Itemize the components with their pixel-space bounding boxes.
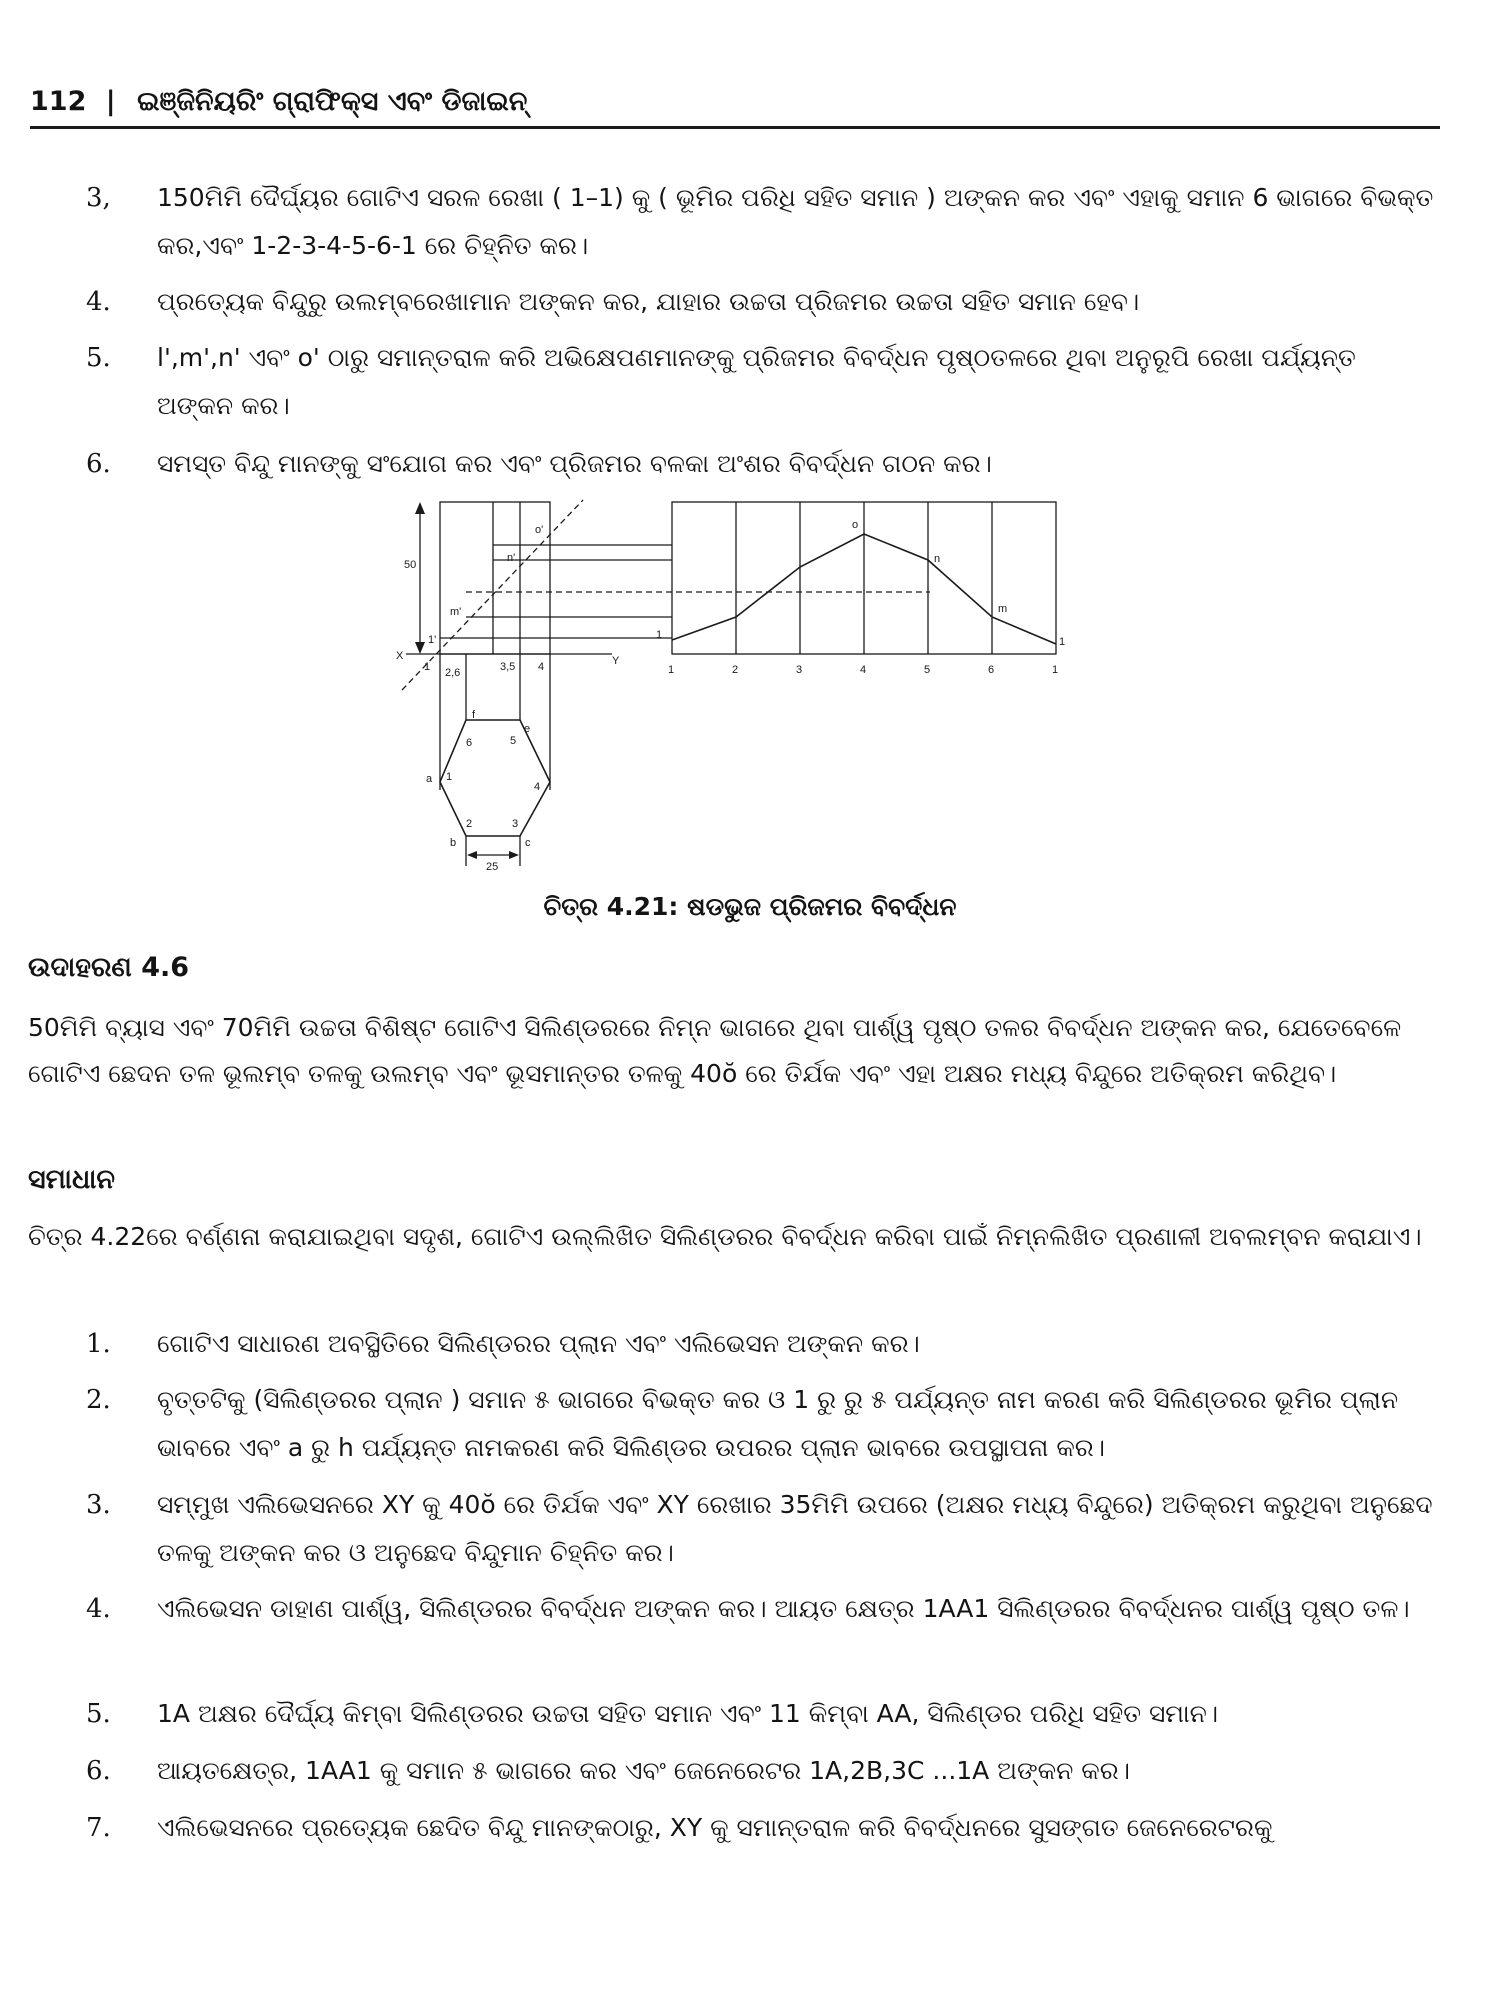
development-base-label: 1 (668, 664, 675, 676)
development-base-label: 1 (1052, 664, 1059, 676)
plan-point-b: b (450, 837, 457, 849)
side-dimension-label: 25 (486, 861, 499, 870)
plan-point-4: 4 (534, 781, 541, 793)
figure-caption-text: ଷଡଭୁଜ ପ୍ରିଜମର ବିବର୍ଦ୍ଧନ (687, 892, 957, 921)
arrow-down-icon (415, 642, 425, 654)
solution-heading: ସମାଧାନ (28, 1164, 115, 1195)
development-base-label: 6 (988, 664, 995, 676)
step-text: ସମ୍ମୁଖ ଏଲିଭେସନରେ XY କୁ 40ŏ ରେ ତିର୍ଯକ ଏବଂ XY ରେଖାର 35ମିମି ଉପରେ (ଅକ୍ଷର ମଧ୍ୟ ବିନ୍ଦୁରେ) ଅତିକ୍ରମ କରୁଥିବା ଅନୁଛେଦ ତଳକୁ ଅଙ୍କନ କର ଓ ଅନୁଛେଦ ବିନ୍ଦୁମାନ ଚିହ୍ନିତ କର। (157, 1490, 1433, 1567)
step-number: 4. (86, 1594, 111, 1624)
plan-point-c: c (525, 837, 531, 849)
step-number: 6. (86, 449, 111, 479)
step-number: 6. (86, 1756, 111, 1786)
step-text: 150ମିମି ଦୈର୍ଘ୍ୟର ଗୋଟିଏ ସରଳ ରେଖା ( 1–1) କୁ ( ଭୂମିର ପରିଧି ସହିତ ସମାନ ) ଅଙ୍କନ କର ଏବଂ ଏହାକୁ ସମାନ 6 ଭାଗରେ ବିଭକ୍ତ କର,ଏବଂ 1-2-3-4-5-6-1 ରେ ଚିହ୍ନିତ କର। (157, 183, 1434, 260)
m-prime-label: m' (450, 606, 462, 618)
example-heading: ଉଦାହରଣ 4.6 (28, 952, 190, 983)
step-text: ଗୋଟିଏ ସାଧାରଣ ଅବସ୍ଥିତିରେ ସିଲିଣ୍ଡରର ପ୍ଲାନ ଏବଂ ଏଲିଭେସନ ଅଙ୍କନ କର। (157, 1329, 920, 1358)
header-separator: | (105, 86, 116, 117)
page-number: 112 (30, 86, 87, 117)
xy-point-1: 1 (424, 661, 431, 673)
figure-hexagonal-prism-development (380, 490, 1080, 870)
xy-point-3-5: 3,5 (500, 661, 516, 673)
step-text: ଏଲିଭେସନ ଡାହାଣ ପାର୍ଶ୍ୱ, ସିଲିଣ୍ଡରର ବିବର୍ଦ୍ଧନ ଅଙ୍କନ କର। ଆୟତ କ୍ଷେତ୍ର 1AA1 ସିଲିଣ୍ଡରର ବିବର୍ଦ୍ଧନର ପାର୍ଶ୍ୱ ପୃଷ୍ଠ ତଳ। (157, 1594, 1410, 1623)
example-problem: 50ମିମି ବ୍ୟାସ ଏବଂ 70ମିମି ଉଚ୍ଚତା ବିଶିଷ୍ଟ ଗୋଟିଏ ସିଲିଣ୍ଡରରେ ନିମ୍ନ ଭାଗରେ ଥିବା ପାର୍ଶ୍ୱ ପୃଷ୍ଠ ତଳର ବିବର୍ଦ୍ଧନ ଅଙ୍କନ କର, ଯେତେବେଳେ ଗୋଟିଏ ଛେଦନ ତଳ ଭୂଲମ୍ବ ତଳକୁ ଉଲମ୍ବ ଏବଂ ଭୂସମାନ୍ତର ତଳକୁ 40ŏ ରେ ତିର୍ଯକ ଏବଂ ଏହା ଅକ୍ଷର ମଧ୍ୟ ବିନ୍ଦୁରେ ଅତିକ୍ରମ କରିଥିବ। (28, 1013, 1402, 1088)
plan-point-f: f (472, 709, 476, 721)
solution-intro: ଚିତ୍ର 4.22ରେ ବର୍ଣ୍ଣନା କରାଯାଇଥିବା ସଦୃଶ, ଗୋଟିଏ ଉଲ୍ଲିଖିତ ସିଲିଣ୍ଡରର ବିବର୍ଦ୍ଧନ କରିବା ପାଇଁ ନିମ୍ନଲିଖିତ ପ୍ରଣାଳୀ ଅବଲମ୍ବନ କରାଯାଏ। (28, 1222, 1422, 1251)
xy-point-4: 4 (538, 661, 545, 673)
step-text: 1A ଅକ୍ଷର ଦୈର୍ଘ୍ୟ କିମ୍ବା ସିଲିଣ୍ଡରର ଉଚ୍ଚତା ସହିତ ସମାନ ଏବଂ 11 କିମ୍ବା AA, ସିଲିଣ୍ଡର ପରିଧି ସହିତ ସମାନ। (157, 1699, 1219, 1728)
development-base-label: 5 (924, 664, 931, 676)
step-number: 3. (86, 1490, 111, 1520)
figure-caption-label: ଚିତ୍ର 4.21: (543, 892, 679, 921)
development-base-label: 4 (860, 664, 867, 676)
plan-point-6: 6 (466, 737, 473, 749)
step-number: 7. (86, 1813, 111, 1843)
development-point-n: n (934, 553, 941, 565)
o-prime-label: o' (535, 524, 544, 536)
plan-hexagon (440, 720, 550, 836)
step-text: ପ୍ରତ୍ୟେକ ବିନ୍ଦୁରୁ ଉଲମ୍ବରେଖାମାନ ଅଙ୍କନ କର, ଯାହାର ଉଚ୍ଚତା ପ୍ରିଜମର ଉଚ୍ଚତା ସହିତ ସମାନ ହେବ। (157, 287, 1140, 316)
running-header (30, 82, 1440, 129)
step-number: 4. (86, 287, 111, 317)
plan-point-3: 3 (512, 818, 519, 830)
plan-point-e: e (524, 723, 531, 735)
arrow-left-icon (467, 851, 477, 859)
arrow-up-icon (415, 502, 425, 514)
step-number: 1. (86, 1329, 111, 1359)
step-number: 5. (86, 343, 111, 373)
development-base-label: 3 (796, 664, 803, 676)
figure-caption (0, 887, 1500, 927)
step-text: ଆୟତକ୍ଷେତ୍ର, 1AA1 କୁ ସମାନ ୫ ଭାଗରେ କର ଏବଂ ଜେନେରେଟର 1A,2B,3C ...1A ଅଙ୍କନ କର। (157, 1756, 1130, 1785)
xy-point-2-6: 2,6 (445, 667, 461, 679)
plan-point-5: 5 (510, 735, 517, 747)
development-point-o: o (852, 519, 859, 531)
arrow-right-icon (509, 851, 519, 859)
development-left-1: 1 (656, 629, 663, 641)
step-text: ସମସ୍ତ ବିନ୍ଦୁ ମାନଙ୍କୁ ସଂଯୋଗ କର ଏବଂ ପ୍ରିଜମର ବଳକା ଅଂଶର ବିବର୍ଦ୍ଧନ ଗଠନ କର। (157, 449, 992, 478)
step-text: ଏଲିଭେସନରେ ପ୍ରତ୍ୟେକ ଛେଦିତ ବିନ୍ଦୁ ମାନଙ୍କଠାରୁ, XY କୁ ସମାନ୍ତରାଳ କରି ବିବର୍ଦ୍ଧନରେ ସୁସଙ୍ଗତ ଜେନେରେଟରକୁ (157, 1813, 1273, 1842)
l-prime-label: 1' (428, 634, 437, 646)
x-label: X (396, 650, 404, 662)
plan-point-1: 1 (446, 771, 453, 783)
step-text: ବୃତ୍ତଟିକୁ (ସିଲିଣ୍ଡରର ପ୍ଲାନ ) ସମାନ ୫ ଭାଗରେ ବିଭକ୍ତ କର ଓ 1 ରୁ ରୁ ୫ ପର୍ଯ୍ୟନ୍ତ ନାମ କରଣ କରି ସିଲିଣ୍ଡରର ଭୂମିର ପ୍ଲାନ ଭାବରେ ଏବଂ a ରୁ h ପର୍ଯ୍ୟନ୍ତ ନାମକରଣ କରି ସିଲିଣ୍ଡର ଉପରର ପ୍ଲାନ ଭାବରେ ଉପସ୍ଥାପନା କର। (157, 1385, 1399, 1462)
book-title: ଇଞ୍ଜିନିୟରିଂ ଗ୍ରାଫିକ୍ସ ଏବଂ ଡିଜାଇନ୍ (137, 86, 528, 117)
step-text: l',m',n' ଏବଂ o' ଠାରୁ ସମାନ୍ତରାଳ କରି ଅଭିକ୍ଷେପଣମାନଙ୍କୁ ପ୍ରିଜମର ବିବର୍ଦ୍ଧନ ପୃଷ୍ଠତଳରେ ଥିବା ଅନୁରୂପି ରେଖା ପର୍ଯ୍ୟନ୍ତ ଅଙ୍କନ କର। (157, 343, 1356, 420)
step-number: 3, (86, 183, 111, 213)
n-prime-label: n' (507, 552, 516, 564)
development-right-1: 1 (1059, 636, 1066, 648)
height-dimension-label: 50 (404, 559, 417, 571)
plan-point-2: 2 (466, 818, 473, 830)
step-number: 5. (86, 1699, 111, 1729)
y-label: Y (612, 655, 620, 667)
plan-point-a: a (426, 773, 433, 785)
step-number: 2. (86, 1385, 111, 1415)
development-point-m: m (998, 603, 1008, 615)
development-base-label: 2 (732, 664, 739, 676)
elevation-outline (440, 502, 550, 654)
